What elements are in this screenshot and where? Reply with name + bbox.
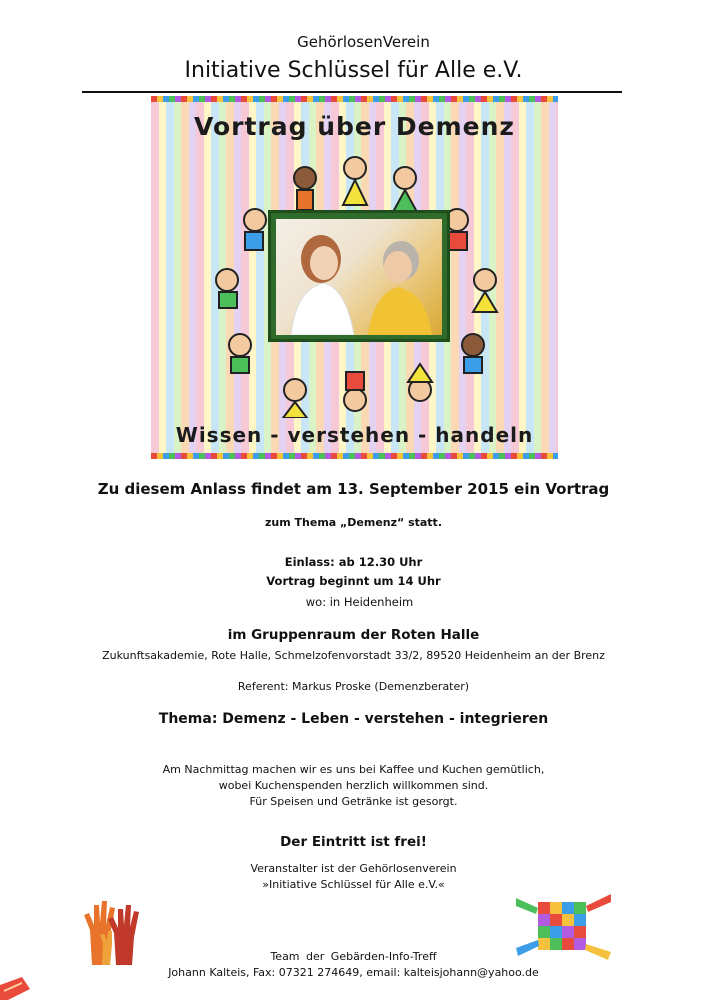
organizer-line-2: »Initiative Schlüssel für Alle e.V.« [262,878,445,891]
org-name-line2: Initiative Schlüssel für Alle e.V. [184,58,523,83]
poster-title: Vortrag über Demenz [194,112,515,141]
poster-subtitle: Wissen - verstehen - handeln [175,423,534,447]
speaker-line: Referent: Markus Proske (Demenzberater) [237,680,470,693]
announcement: Zu diesem Anlass findet am 13. September 2015 ein Vortrag [97,480,610,498]
caregiver-photo-illustration [276,219,442,335]
poster-top-border [151,96,558,102]
location-address: Zukunftsakademie, Rote Halle, Schmelzofenvorstadt 33/2, 89520 Heidenheim an der Brenz [102,649,605,662]
footer-contact: Johann Kalteis, Fax: 07321 274649, email: kalteisjohann@yahoo.de [168,966,539,979]
note-line-3: Für Speisen und Getränke ist gesorgt. [249,795,458,808]
topic-line: zum Thema „Demenz“ statt. [265,516,442,529]
poster-bottom-border [151,453,558,459]
org-name-line1: GehörlosenVerein [297,33,430,51]
header-divider [82,91,622,93]
theme-line: Thema: Demenz - Leben - verstehen - integrieren [158,711,549,727]
footer-team: Team der Gebärden-Info-Treff [270,950,437,963]
start-time: Vortrag beginnt um 14 Uhr [266,574,441,588]
free-entry: Der Eintritt ist frei! [280,834,427,850]
location-city: wo: in Heidenheim [305,595,414,609]
note-line-1: Am Nachmittag machen wir es uns bei Kaffee und Kuchen gemütlich, [162,763,545,776]
corner-stamp-icon [0,975,30,1000]
location-room: im Gruppenraum der Roten Halle [227,627,480,643]
note-line-2: wobei Kuchenspenden herzlich willkommen sind. [218,779,489,792]
entry-time: Einlass: ab 12.30 Uhr [284,555,423,569]
caregiver-photo [276,219,442,335]
organizer-line-1: Veranstalter ist der Gehörlosenverein [250,862,457,875]
